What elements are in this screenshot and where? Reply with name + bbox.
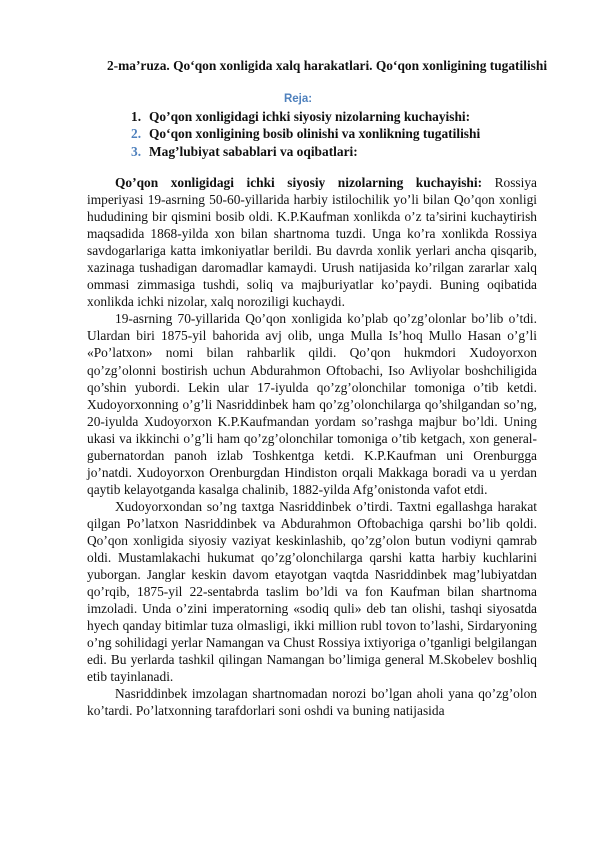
body-paragraph xyxy=(87,174,537,310)
plan-item xyxy=(131,108,480,125)
document-title: 2-ma’ruza. Qo‘qon xonligida xalq harakatlari. Qo‘qon xonligining tugatilishi xyxy=(106,58,548,73)
plan-item-text: Qo‘qon xonligining bosib olinishi va xonlikning tugatilishi xyxy=(149,126,481,142)
plan-item xyxy=(131,125,480,142)
plan-item-number: 1. xyxy=(131,109,142,124)
plan-item-number: 2. xyxy=(131,126,142,142)
section-heading: Qo’qon xonligidagi ichki siyosiy nizolarning kuchayishi: xyxy=(115,175,483,190)
plan-item-text: Qo’qon xonligidagi ichki siyosiy nizolarning kuchayishi: xyxy=(149,109,471,124)
paragraph-text: 19-asrning 70-yillarida Qo’qon xonligida ko’plab qo’zg’olonlar bo’lib o’tdi. Ulardan biri 1875-yil bahorida avj olib, unga Mulla Is’hoq Mullo Hasan o’g’li «Po’latxon» nomi bilan rahbarlik qildi. Qo’qon hukmdori Xudoyorxon qo’zg’olonni bostirish uchun Abdurahmon Oftobachi, Iso Avliyolar boshchiligida qo’shin yubordi. Lekin ular 17-iyulda qo’zg’olonchilar tomoniga o’tib ketdi. Xudoyorxonning o’g’li Nasriddinbek ham qo’zg’olonchilarga qo’shilgandan so’ng, 20-iyulda Xudoyorxon K.P.Kaufmandan yordam so’rashga majbur bo’ldi. Uning ukasi va ikkinchi o’g’li ham qo’zg’olonchilar tomoniga o’tib ketgach, xon general-gubernatordan panoh izlab Toshkentga ketdi. K.P.Kaufman uni Orenburgga jo’natdi. Xudoyorxon Orenburgdan Hindiston orqali Makkaga boradi va u yerdan qaytib kelayotganda kasalga chalinib, 1882-yilda Afg’onistonda vafot etdi. xyxy=(87,311,537,497)
plan-item-text: Mag’lubiyat sabablari va oqibatlari: xyxy=(149,143,358,159)
plan-item-number: 3. xyxy=(131,143,142,159)
document-body xyxy=(87,174,537,720)
paragraph-text: Xudoyorxondan so’ng taxtga Nasriddinbek o’tirdi. Taxtni egallashga harakat qilgan Po’latxon Nasriddinbek va Abdurahmon Oftobachiga qarshi bo’lib qoldi. Qo’qon xonligida siyosiy vaziyat keskinlashib, qo’zg’olon butun vodiyni qamrab oldi. Mustamlakachi hukumat qo’zg’olonchilarga qarshi katta harbiy kuchlarini yuborgan. Janglar keskin davom etayotgan vaqtda Nasriddinbek mag’lubiyatdan qo’rqib, 1875-yil 22-sentabrda taslim bo’ldi va fon Kaufman bilan shartnoma imzoladi. Unda o’zini imperatorning «sodiq quli» deb tan olishi, tashqi siyosatda hyech qanday bitimlar tuza olmasligi, ikki million rubl tovon to’lashi, Sirdaryoning o’ng sohilidagi yerlar Namangan va Chust Rossiya ixtiyoriga o’tganligi belgilangan edi. Bu yerlarda tashkil qilingan Namangan bo’limiga general M.Skobelev boshliq etib tayinlanadi. xyxy=(87,498,537,685)
paragraph-text: Rossiya imperiyasi 19-asrning 50-60-yillarida harbiy istilochilik yo’li bilan Qo’qon xonligi hududining bir qismini bosib oldi. K.P.Kaufman xonlikda o’z ta’sirini kuchaytirish maqsadida 1868-yilda xon bilan shartnoma tuzdi. Unga ko’ra xonlikda Rossiya savdogarlariga katta imkoniyatlar berildi. Bu davrda xonlik yerlari ancha qisqarib, xazinaga tushadigan daromadlar kamaydi. Urush natijasida ko’rilgan zararlar xalq ommasi zimmasiga tushdi, soliq va majburiyatlar ko’paydi. Buning oqibatida xonlikda ichki nizolar, xalq noroziligi kuchaydi. xyxy=(87,175,537,310)
plan-label: Reja: xyxy=(283,93,313,105)
plan-list xyxy=(131,108,480,160)
body-paragraph xyxy=(87,310,537,498)
plan-item xyxy=(131,143,480,160)
body-paragraph xyxy=(87,685,537,719)
body-paragraph xyxy=(87,498,537,686)
paragraph-text: Nasriddinbek imzolagan shartnomadan norozi bo’lgan aholi yana qo’zg’olon ko’tardi. Po’latxonning tarafdorlari soni oshdi va buning natijasida xyxy=(87,686,537,719)
